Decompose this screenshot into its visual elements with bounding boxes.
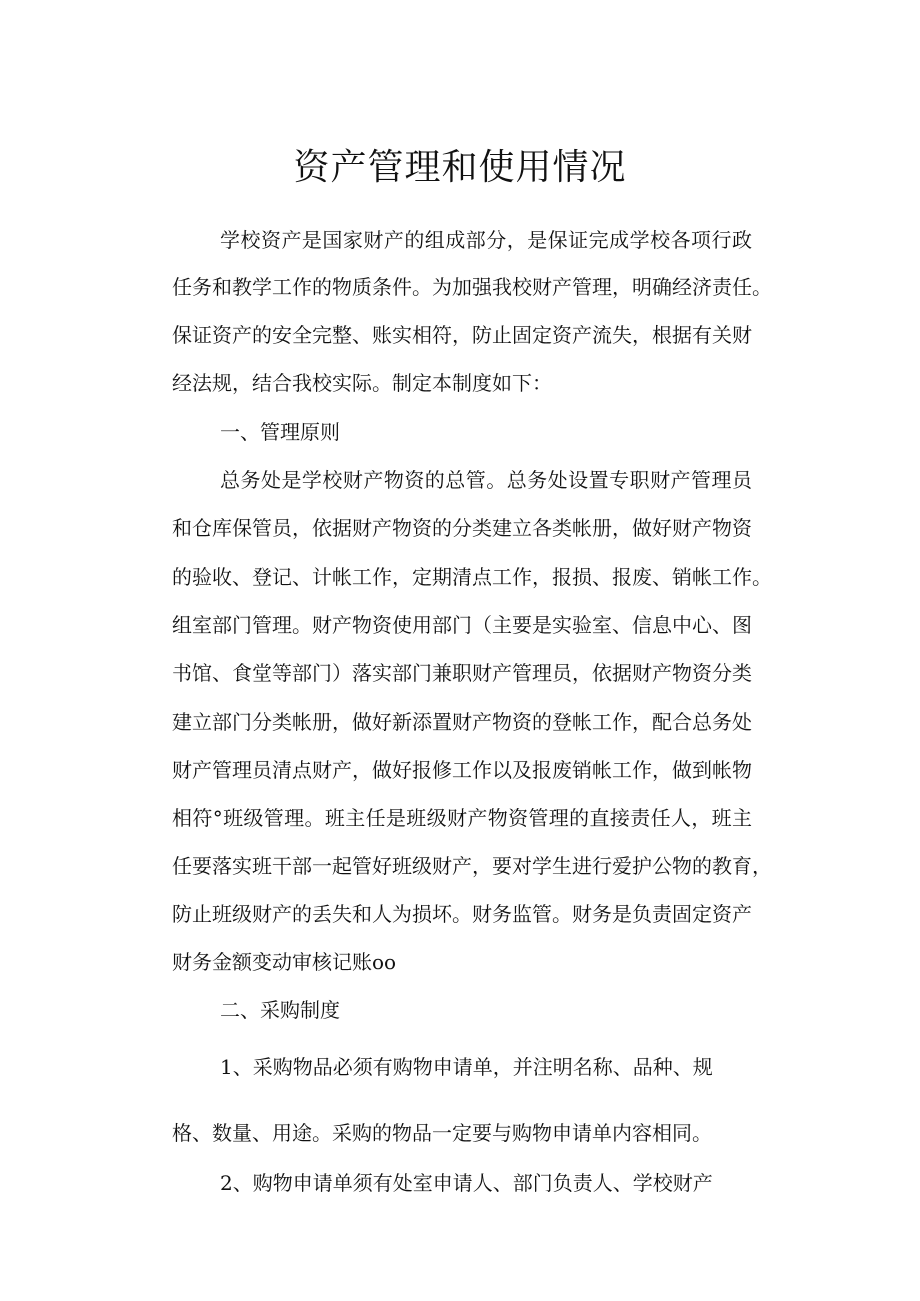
- paragraph-line: 保证资产的安全完整、账实相符，防止固定资产流失，根据有关财: [172, 323, 752, 347]
- paragraph-line: 1、采购物品必须有购物申请单，并注明名称、品种、规: [220, 1055, 713, 1079]
- paragraph-line: 财务金额变动审核记账oo: [172, 950, 397, 974]
- paragraph-line: 格、数量、用途。采购的物品一定要与购物申请单内容相同。: [172, 1121, 712, 1145]
- paragraph-line: 书馆、食堂等部门）落实部门兼职财产管理员，依据财产物资分类: [172, 661, 752, 685]
- paragraph-line: 组室部门管理。财产物资使用部门（主要是实验室、信息中心、图: [172, 613, 752, 637]
- paragraph-line: 建立部门分类帐册，做好新添置财产物资的登帐工作，配合总务处: [172, 710, 752, 734]
- paragraph-line: 的验收、登记、计帐工作，定期清点工作，报损、报废、销帐工作。: [172, 565, 772, 589]
- section-heading: 一、管理原则: [220, 420, 340, 444]
- paragraph-line: 经法规，结合我校实际。制定本制度如下：: [172, 371, 552, 395]
- paragraph-line: 任务和教学工作的物质条件。为加强我校财产管理，明确经济责任。: [172, 275, 772, 299]
- paragraph-line: 总务处是学校财产物资的总管。总务处设置专职财产管理员: [220, 468, 752, 492]
- document-title: 资产管理和使用情况: [293, 147, 627, 189]
- paragraph-line: 2、购物申请单须有处室申请人、部门负责人、学校财产: [220, 1171, 713, 1195]
- paragraph-line: 财产管理员清点财产，做好报修工作以及报废销帐工作，做到帐物: [172, 758, 752, 782]
- paragraph-line: 和仓库保管员，依据财产物资的分类建立各类帐册，做好财产物资: [172, 516, 752, 540]
- paragraph-line: 防止班级财产的丢失和人为损坏。财务监管。财务是负责固定资产: [172, 902, 752, 926]
- paragraph-line: 任要落实班干部一起管好班级财产，要对学生进行爱护公物的教育，: [172, 854, 772, 878]
- paragraph-line: 相符°班级管理。班主任是班级财产物资管理的直接责任人，班主: [172, 806, 752, 830]
- section-heading: 二、采购制度: [220, 998, 340, 1022]
- paragraph-line: 学校资产是国家财产的组成部分，是保证完成学校各项行政: [220, 228, 752, 252]
